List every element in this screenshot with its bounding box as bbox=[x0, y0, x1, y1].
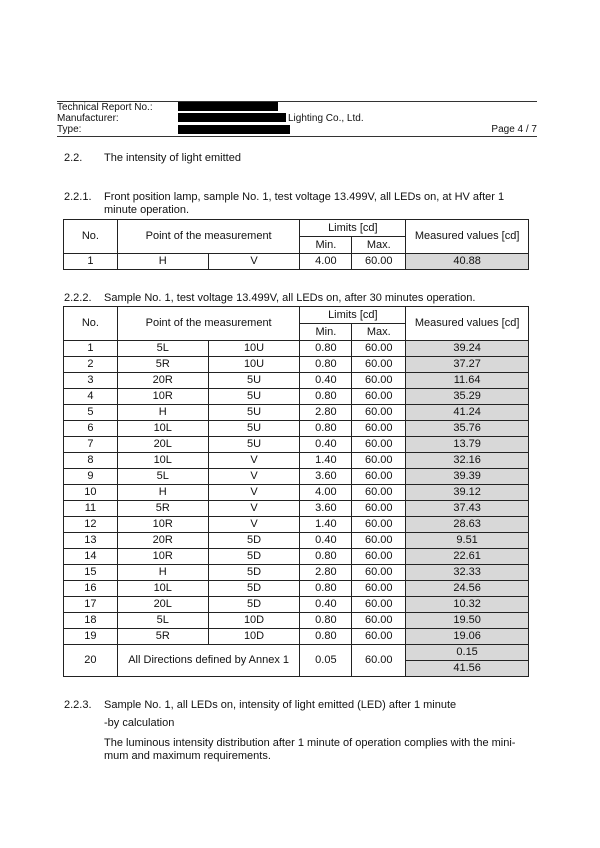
cell-v: 5U bbox=[208, 405, 300, 421]
section-subtitle-3: -by calculation bbox=[104, 717, 175, 729]
report-no-label: Technical Report No.: bbox=[57, 102, 153, 113]
section-number-1: 2.2.1. bbox=[64, 191, 92, 203]
cell-max: 60.00 bbox=[352, 373, 406, 389]
cell-measured-max: 41.56 bbox=[406, 661, 529, 677]
cell-measured: 32.16 bbox=[406, 453, 529, 469]
cell-measured: 11.64 bbox=[406, 373, 529, 389]
cell-v: 5D bbox=[208, 597, 300, 613]
cell-v: 5U bbox=[208, 389, 300, 405]
cell-v: 5D bbox=[208, 533, 300, 549]
cell-max: 60.00 bbox=[352, 405, 406, 421]
manufacturer-suffix: Lighting Co., Ltd. bbox=[288, 113, 364, 124]
cell-v: V bbox=[208, 501, 300, 517]
header-measured: Measured values [cd] bbox=[406, 307, 529, 341]
cell-measured: 9.51 bbox=[406, 533, 529, 549]
table-row bbox=[64, 357, 529, 373]
cell-v: V bbox=[208, 517, 300, 533]
cell-max: 60.00 bbox=[352, 629, 406, 645]
table-30min-measurement bbox=[63, 306, 529, 677]
cell-no: 8 bbox=[64, 453, 118, 469]
cell-min: 0.80 bbox=[300, 421, 352, 437]
table-last-rows bbox=[64, 645, 529, 677]
cell-no: 3 bbox=[64, 373, 118, 389]
cell-measured: 35.76 bbox=[406, 421, 529, 437]
cell-measured: 24.56 bbox=[406, 581, 529, 597]
cell-no: 14 bbox=[64, 549, 118, 565]
cell-v: 5D bbox=[208, 565, 300, 581]
cell-max: 60.00 bbox=[352, 437, 406, 453]
cell-no: 1 bbox=[64, 254, 118, 270]
cell-max: 60.00 bbox=[352, 469, 406, 485]
cell-no: 2 bbox=[64, 357, 118, 373]
table-row bbox=[64, 629, 529, 645]
cell-h: 20R bbox=[117, 533, 208, 549]
table-row bbox=[64, 341, 529, 357]
cell-no: 13 bbox=[64, 533, 118, 549]
cell-max: 60.00 bbox=[352, 597, 406, 613]
cell-min: 4.00 bbox=[300, 485, 352, 501]
section-title-1-line1: Front position lamp, sample No. 1, test voltage 13.499V, all LEDs on, at HV after 1 bbox=[104, 191, 505, 203]
cell-max: 60.00 bbox=[352, 254, 406, 270]
cell-min: 0.80 bbox=[300, 389, 352, 405]
cell-min: 0.80 bbox=[300, 341, 352, 357]
cell-no: 5 bbox=[64, 405, 118, 421]
cell-v: 10D bbox=[208, 629, 300, 645]
cell-min: 3.60 bbox=[300, 469, 352, 485]
cell-min: 0.80 bbox=[300, 581, 352, 597]
table-body bbox=[64, 341, 529, 645]
cell-h: H bbox=[117, 254, 208, 270]
table-header-row bbox=[64, 307, 529, 324]
cell-max: 60.00 bbox=[352, 421, 406, 437]
cell-no: 1 bbox=[64, 341, 118, 357]
cell-no: 20 bbox=[64, 645, 118, 677]
cell-v: 5U bbox=[208, 421, 300, 437]
cell-max: 60.00 bbox=[352, 389, 406, 405]
table-row bbox=[64, 389, 529, 405]
header-limits: Limits [cd] bbox=[300, 220, 406, 237]
cell-min: 0.80 bbox=[300, 549, 352, 565]
cell-h: 5L bbox=[117, 613, 208, 629]
cell-measured: 39.12 bbox=[406, 485, 529, 501]
header-no: No. bbox=[64, 307, 118, 341]
cell-max: 60.00 bbox=[352, 485, 406, 501]
cell-max: 60.00 bbox=[352, 581, 406, 597]
cell-min: 0.80 bbox=[300, 613, 352, 629]
cell-point-all-directions: All Directions defined by Annex 1 bbox=[117, 645, 300, 677]
header-no: No. bbox=[64, 220, 118, 254]
cell-min: 0.80 bbox=[300, 357, 352, 373]
cell-h: H bbox=[117, 485, 208, 501]
cell-measured: 35.29 bbox=[406, 389, 529, 405]
table-row bbox=[64, 421, 529, 437]
cell-v: V bbox=[208, 453, 300, 469]
cell-measured: 10.32 bbox=[406, 597, 529, 613]
table-row bbox=[64, 581, 529, 597]
cell-h: 5R bbox=[117, 629, 208, 645]
cell-h: 20R bbox=[117, 373, 208, 389]
cell-min: 0.40 bbox=[300, 373, 352, 389]
cell-min: 4.00 bbox=[300, 254, 352, 270]
cell-no: 18 bbox=[64, 613, 118, 629]
redaction-type bbox=[178, 125, 290, 134]
cell-max: 60.00 bbox=[352, 501, 406, 517]
cell-no: 19 bbox=[64, 629, 118, 645]
cell-measured: 32.33 bbox=[406, 565, 529, 581]
cell-min: 0.40 bbox=[300, 597, 352, 613]
table-row bbox=[64, 565, 529, 581]
redaction-report-no bbox=[178, 102, 278, 111]
cell-v: 5D bbox=[208, 581, 300, 597]
table-row bbox=[64, 405, 529, 421]
cell-min: 2.80 bbox=[300, 565, 352, 581]
page-number: Page 4 / 7 bbox=[491, 124, 537, 135]
header-limits: Limits [cd] bbox=[300, 307, 406, 324]
section-title-main: The intensity of light emitted bbox=[104, 152, 241, 164]
table-row bbox=[64, 254, 529, 270]
cell-min: 2.80 bbox=[300, 405, 352, 421]
cell-measured: 19.50 bbox=[406, 613, 529, 629]
cell-measured: 22.61 bbox=[406, 549, 529, 565]
conclusion-line2: mum and maximum requirements. bbox=[104, 750, 271, 762]
cell-min: 1.40 bbox=[300, 517, 352, 533]
cell-max: 60.00 bbox=[352, 341, 406, 357]
cell-min: 1.40 bbox=[300, 453, 352, 469]
table-row bbox=[64, 437, 529, 453]
cell-max: 60.00 bbox=[352, 517, 406, 533]
cell-min: 0.05 bbox=[300, 645, 352, 677]
cell-measured-min: 0.15 bbox=[406, 645, 529, 661]
cell-h: H bbox=[117, 405, 208, 421]
cell-measured: 40.88 bbox=[406, 254, 529, 270]
type-label: Type: bbox=[57, 124, 82, 135]
header-max: Max. bbox=[352, 237, 406, 254]
cell-v: 10D bbox=[208, 613, 300, 629]
table-hv-measurement bbox=[63, 219, 529, 270]
cell-v: V bbox=[208, 254, 300, 270]
cell-measured: 37.27 bbox=[406, 357, 529, 373]
cell-no: 16 bbox=[64, 581, 118, 597]
cell-h: 5L bbox=[117, 341, 208, 357]
cell-max: 60.00 bbox=[352, 645, 406, 677]
cell-h: 10L bbox=[117, 453, 208, 469]
cell-measured: 13.79 bbox=[406, 437, 529, 453]
cell-measured: 39.24 bbox=[406, 341, 529, 357]
cell-no: 10 bbox=[64, 485, 118, 501]
section-title-2: Sample No. 1, test voltage 13.499V, all LEDs on, after 30 minutes operation. bbox=[104, 292, 476, 304]
header-bottom-rule bbox=[57, 136, 537, 137]
cell-h: H bbox=[117, 565, 208, 581]
table-row bbox=[64, 501, 529, 517]
cell-max: 60.00 bbox=[352, 533, 406, 549]
cell-no: 15 bbox=[64, 565, 118, 581]
cell-h: 20L bbox=[117, 437, 208, 453]
cell-no: 4 bbox=[64, 389, 118, 405]
cell-no: 12 bbox=[64, 517, 118, 533]
cell-min: 3.60 bbox=[300, 501, 352, 517]
cell-max: 60.00 bbox=[352, 453, 406, 469]
conclusion-line1: The luminous intensity distribution after 1 minute of operation complies with the mini- bbox=[104, 737, 516, 749]
cell-no: 7 bbox=[64, 437, 118, 453]
cell-h: 5R bbox=[117, 501, 208, 517]
table-row bbox=[64, 373, 529, 389]
cell-measured: 39.39 bbox=[406, 469, 529, 485]
cell-max: 60.00 bbox=[352, 549, 406, 565]
header-max: Max. bbox=[352, 324, 406, 341]
cell-h: 10R bbox=[117, 517, 208, 533]
table-header-row bbox=[64, 220, 529, 237]
cell-v: 10U bbox=[208, 357, 300, 373]
header-point: Point of the measurement bbox=[117, 307, 300, 341]
table-row bbox=[64, 453, 529, 469]
cell-v: V bbox=[208, 485, 300, 501]
cell-max: 60.00 bbox=[352, 357, 406, 373]
section-title-3: Sample No. 1, all LEDs on, intensity of light emitted (LED) after 1 minute bbox=[104, 699, 457, 711]
cell-h: 10L bbox=[117, 581, 208, 597]
cell-measured: 41.24 bbox=[406, 405, 529, 421]
table-row bbox=[64, 597, 529, 613]
cell-h: 20L bbox=[117, 597, 208, 613]
cell-no: 17 bbox=[64, 597, 118, 613]
cell-min: 0.40 bbox=[300, 437, 352, 453]
cell-v: 10U bbox=[208, 341, 300, 357]
redaction-manufacturer bbox=[178, 113, 286, 122]
cell-min: 0.40 bbox=[300, 533, 352, 549]
cell-h: 5L bbox=[117, 469, 208, 485]
cell-max: 60.00 bbox=[352, 565, 406, 581]
section-number-main: 2.2. bbox=[64, 152, 83, 164]
section-number-3: 2.2.3. bbox=[64, 699, 92, 711]
cell-measured: 37.43 bbox=[406, 501, 529, 517]
cell-no: 11 bbox=[64, 501, 118, 517]
section-title-1-line2: minute operation. bbox=[104, 204, 189, 216]
cell-v: 5U bbox=[208, 373, 300, 389]
cell-h: 10R bbox=[117, 389, 208, 405]
table-row bbox=[64, 517, 529, 533]
cell-v: 5D bbox=[208, 549, 300, 565]
cell-max: 60.00 bbox=[352, 613, 406, 629]
table-row bbox=[64, 469, 529, 485]
cell-no: 6 bbox=[64, 421, 118, 437]
cell-v: 5U bbox=[208, 437, 300, 453]
cell-h: 10R bbox=[117, 549, 208, 565]
manufacturer-label: Manufacturer: bbox=[57, 113, 119, 124]
cell-measured: 28.63 bbox=[406, 517, 529, 533]
table-row bbox=[64, 549, 529, 565]
cell-measured: 19.06 bbox=[406, 629, 529, 645]
cell-h: 10L bbox=[117, 421, 208, 437]
section-number-2: 2.2.2. bbox=[64, 292, 92, 304]
cell-no: 9 bbox=[64, 469, 118, 485]
table-row bbox=[64, 485, 529, 501]
table-row-all-directions bbox=[64, 645, 529, 661]
cell-min: 0.80 bbox=[300, 629, 352, 645]
cell-v: V bbox=[208, 469, 300, 485]
cell-h: 5R bbox=[117, 357, 208, 373]
table-row bbox=[64, 533, 529, 549]
header-measured: Measured values [cd] bbox=[406, 220, 529, 254]
header-min: Min. bbox=[300, 237, 352, 254]
header-point: Point of the measurement bbox=[117, 220, 300, 254]
table-row bbox=[64, 613, 529, 629]
header-min: Min. bbox=[300, 324, 352, 341]
